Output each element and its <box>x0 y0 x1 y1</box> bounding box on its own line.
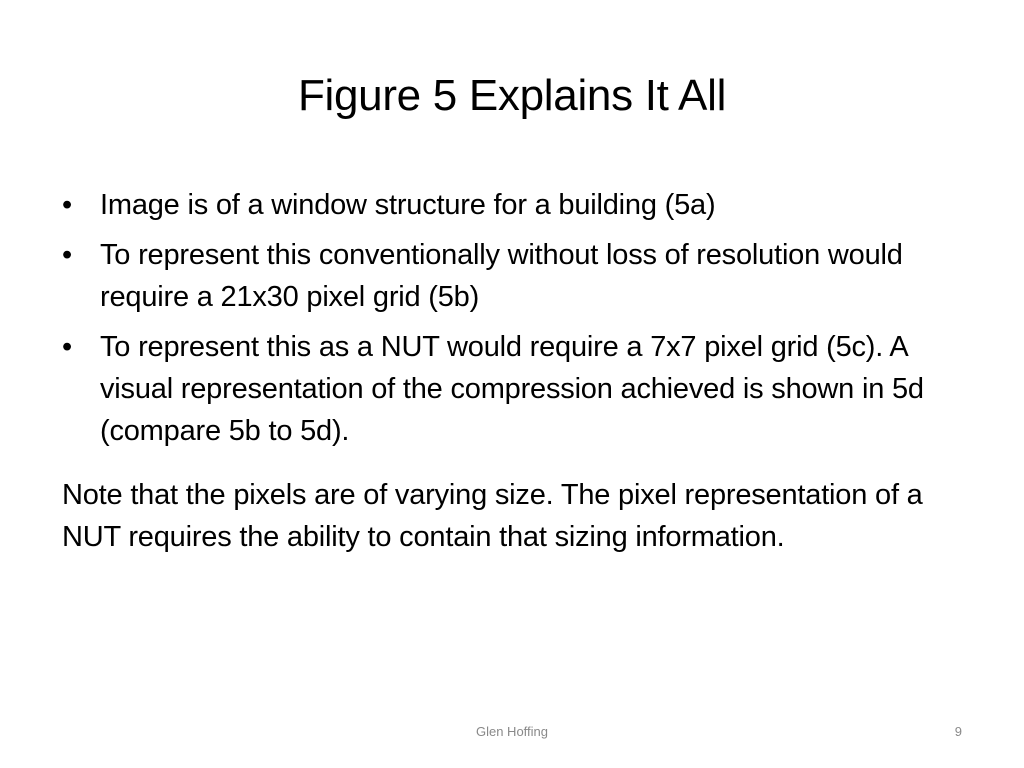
bullet-text: To represent this as a NUT would require a 7x7 pixel grid (5c). A visual representation of the compression achieved is shown in 5d (compare 5b to 5d). <box>100 331 924 447</box>
bullet-item <box>62 234 962 318</box>
bullet-text: To represent this conventionally without loss of resolution would require a 21x30 pixel grid (5b) <box>100 239 903 313</box>
bullet-icon: • <box>62 331 72 363</box>
note-paragraph: Note that the pixels are of varying size. The pixel representation of a NUT requires the ability to contain that sizing information. <box>62 479 923 553</box>
slide-body <box>62 184 962 558</box>
bullet-item <box>62 184 962 226</box>
bullet-item <box>62 326 962 452</box>
bullet-text: Image is of a window structure for a building (5a) <box>100 189 716 221</box>
bullet-list <box>62 184 962 452</box>
page-number: 9 <box>954 724 962 739</box>
slide-title: Figure 5 Explains It All <box>297 71 727 120</box>
footer-author: Glen Hoffing <box>475 724 549 739</box>
bullet-icon: • <box>62 239 72 271</box>
bullet-icon: • <box>62 189 72 221</box>
